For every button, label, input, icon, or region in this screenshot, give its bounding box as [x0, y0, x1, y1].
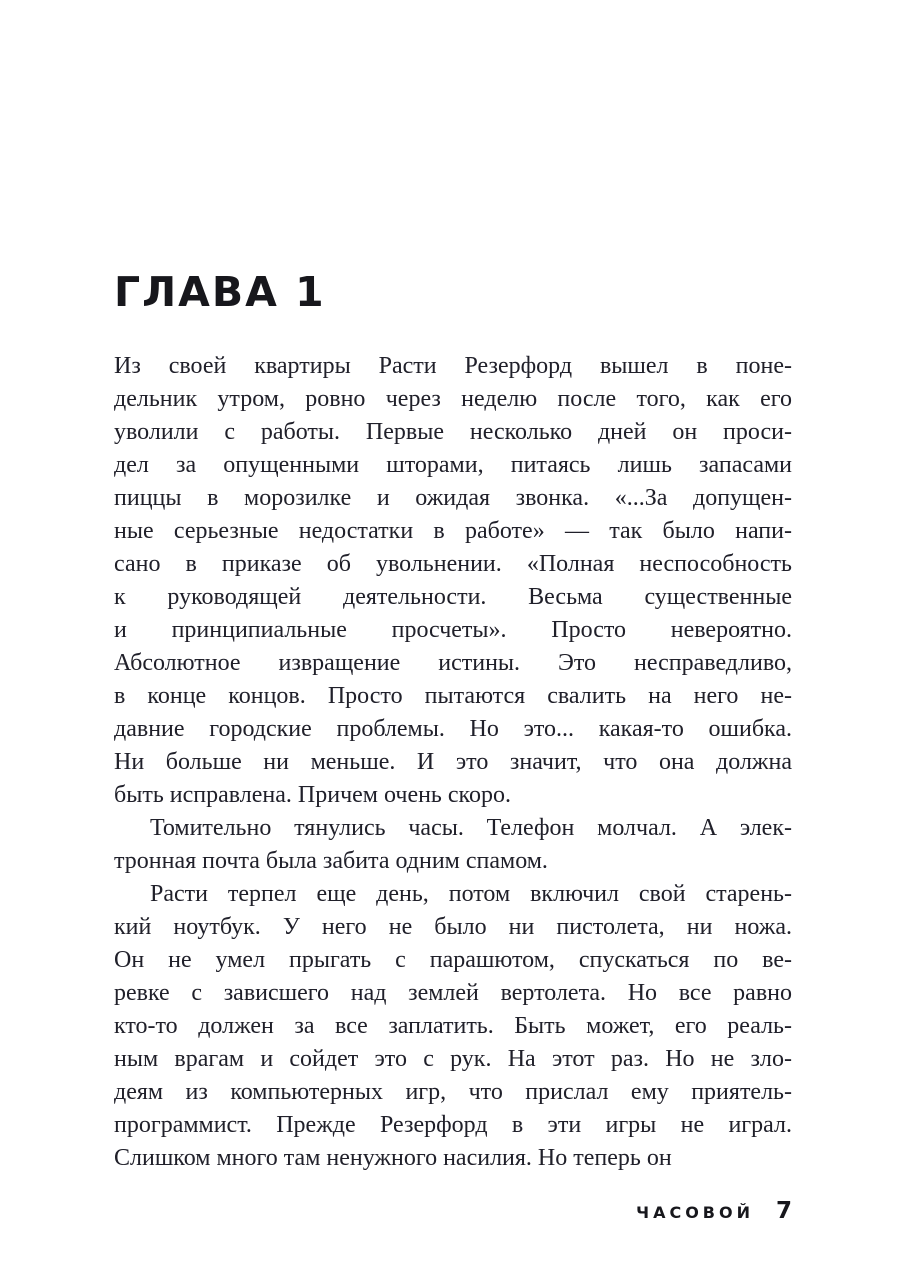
text-line: дел за опущенными шторами, питаясь лишь запасами [114, 452, 792, 478]
page-number: 7 [775, 1198, 792, 1224]
text-line: Томительно тянулись часы. Телефон молчал. А элек- [150, 815, 792, 841]
text-line: кий ноутбук. У него не было ни пистолета, ни ножа. [114, 914, 792, 940]
text-line: ные серьезные недостатки в работе» — так было напи- [114, 518, 792, 544]
text-line: Абсолютное извращение истины. Это несправедливо, [114, 650, 792, 676]
text-line: программист. Прежде Резерфорд в эти игры не играл. [114, 1112, 792, 1138]
paragraph [114, 350, 792, 812]
text-line: Он не умел прыгать с парашютом, спускаться по ве- [114, 947, 792, 973]
paragraph [114, 812, 792, 878]
text-line: к руководящей деятельности. Весьма существенные [114, 584, 792, 610]
text-line: сано в приказе об увольнении. «Полная неспособность [114, 551, 792, 577]
body-text [114, 350, 792, 1175]
text-line: давние городские проблемы. Но это... какая-то ошибка. [114, 716, 792, 742]
text-line: Из своей квартиры Расти Резерфорд вышел в поне- [114, 353, 792, 379]
text-line: Слишком много там ненужного насилия. Но теперь он [114, 1145, 672, 1171]
text-line: и принципиальные просчеты». Просто невероятно. [114, 617, 792, 643]
text-line: ревке с зависшего над землей вертолета. Но все равно [114, 980, 792, 1006]
text-line: деям из компьютерных игр, что прислал ему приятель- [114, 1079, 792, 1105]
chapter-title: ГЛАВА 1 [114, 268, 326, 316]
text-line: в конце концов. Просто пытаются свалить на него не- [114, 683, 792, 709]
page-footer [114, 1198, 792, 1224]
text-line: быть исправлена. Причем очень скоро. [114, 782, 511, 808]
text-line: ным врагам и сойдет это с рук. На этот раз. Но не зло- [114, 1046, 792, 1072]
text-line: уволили с работы. Первые несколько дней он проси- [114, 419, 792, 445]
text-line: Ни больше ни меньше. И это значит, что она должна [114, 749, 792, 775]
paragraph [114, 878, 792, 1175]
text-line: кто-то должен за все заплатить. Быть может, его реаль- [114, 1013, 792, 1039]
running-title: ЧАСОВОЙ [636, 1203, 754, 1222]
text-line: пиццы в морозилке и ожидая звонка. «...За допущен- [114, 485, 792, 511]
text-line: дельник утром, ровно через неделю после того, как его [114, 386, 792, 412]
text-line: тронная почта была забита одним спамом. [114, 848, 548, 874]
text-line: Расти терпел еще день, потом включил свой старень- [150, 881, 792, 907]
